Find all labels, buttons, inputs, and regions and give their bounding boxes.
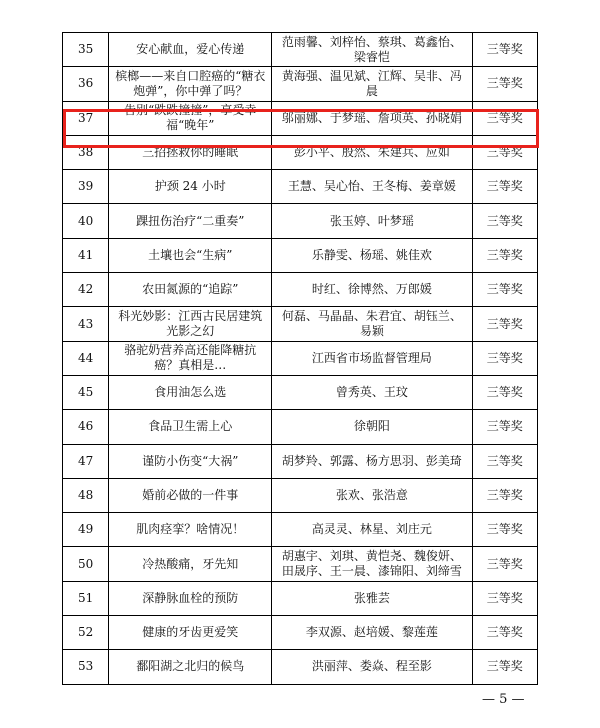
prize-level-cell: 三等奖: [472, 581, 537, 615]
prize-level-cell: 三等奖: [472, 444, 537, 478]
prize-level-cell: 三等奖: [472, 547, 537, 581]
authors-cell: 范雨馨、刘梓怡、蔡琪、葛鑫怡、梁睿恺: [272, 33, 472, 67]
prize-level-cell: 三等奖: [472, 410, 537, 444]
work-title-cell: 土壤也会“生病”: [109, 238, 272, 272]
table-row: [63, 444, 538, 478]
authors-cell: 胡梦羚、郭露、杨方思羽、彭美琦: [272, 444, 472, 478]
prize-level-cell: 三等奖: [472, 650, 537, 684]
work-title-cell: 鄱阳湖之北归的候鸟: [109, 650, 272, 684]
row-number-cell: 52: [63, 616, 109, 650]
authors-cell: 邬丽娜、于梦瑶、詹项英、孙晓娟: [272, 101, 472, 135]
authors-cell: 张玉婷、叶梦瑶: [272, 204, 472, 238]
prize-level-cell: 三等奖: [472, 513, 537, 547]
table-row: [63, 478, 538, 512]
prize-level-cell: 三等奖: [472, 33, 537, 67]
prize-level-cell: 三等奖: [472, 204, 537, 238]
prize-level-cell: 三等奖: [472, 238, 537, 272]
authors-cell: 江西省市场监督管理局: [272, 341, 472, 375]
row-number-cell: 38: [63, 135, 109, 169]
table-row: [63, 375, 538, 409]
authors-cell: 高灵灵、林星、刘庄元: [272, 513, 472, 547]
page-number: — 5 —: [482, 692, 525, 707]
work-title-cell: 科光妙影：江西古民居建筑光影之幻: [109, 307, 272, 341]
prize-level-cell: 三等奖: [472, 135, 537, 169]
work-title-cell: 食用油怎么选: [109, 375, 272, 409]
authors-cell: 曾秀英、王玟: [272, 375, 472, 409]
row-number-cell: 44: [63, 341, 109, 375]
work-title-cell: 踝扭伤治疗“二重奏”: [109, 204, 272, 238]
authors-cell: 黄海强、温见斌、江辉、吴非、冯晨: [272, 67, 472, 101]
prize-level-cell: 三等奖: [472, 478, 537, 512]
row-number-cell: 37: [63, 101, 109, 135]
table-row: [63, 135, 538, 169]
prize-level-cell: 三等奖: [472, 273, 537, 307]
row-number-cell: 51: [63, 581, 109, 615]
authors-cell: 张雅芸: [272, 581, 472, 615]
awards-table-body: [63, 33, 538, 685]
prize-level-cell: 三等奖: [472, 67, 537, 101]
work-title-cell: 婚前必做的一件事: [109, 478, 272, 512]
awards-table: [62, 32, 538, 685]
row-number-cell: 49: [63, 513, 109, 547]
prize-level-cell: 三等奖: [472, 375, 537, 409]
row-number-cell: 47: [63, 444, 109, 478]
row-number-cell: 35: [63, 33, 109, 67]
row-number-cell: 45: [63, 375, 109, 409]
table-row: [63, 581, 538, 615]
work-title-cell: 告别“跌跌撞撞”，享受幸福“晚年”: [109, 101, 272, 135]
work-title-cell: 健康的牙齿更爱笑: [109, 616, 272, 650]
table-row: [63, 341, 538, 375]
table-row: [63, 204, 538, 238]
prize-level-cell: 三等奖: [472, 341, 537, 375]
table-row: [63, 238, 538, 272]
prize-level-cell: 三等奖: [472, 101, 537, 135]
table-row: [63, 67, 538, 101]
prize-level-cell: 三等奖: [472, 170, 537, 204]
table-row: [63, 650, 538, 684]
row-number-cell: 46: [63, 410, 109, 444]
work-title-cell: 农田氮源的“追踪”: [109, 273, 272, 307]
row-number-cell: 53: [63, 650, 109, 684]
work-title-cell: 护颈 24 小时: [109, 170, 272, 204]
work-title-cell: 槟榔——来自口腔癌的“糖衣炮弹”，你中弹了吗？: [109, 67, 272, 101]
work-title-cell: 三招拯救你的睡眠: [109, 135, 272, 169]
row-number-cell: 39: [63, 170, 109, 204]
work-title-cell: 肌肉痉挛？啥情况！: [109, 513, 272, 547]
row-number-cell: 41: [63, 238, 109, 272]
work-title-cell: 深静脉血栓的预防: [109, 581, 272, 615]
authors-cell: 王慧、吴心怡、王冬梅、姜章媛: [272, 170, 472, 204]
authors-cell: 时红、徐博然、万郎媛: [272, 273, 472, 307]
table-row: [63, 547, 538, 581]
row-number-cell: 42: [63, 273, 109, 307]
authors-cell: 徐朝阳: [272, 410, 472, 444]
table-row: [63, 307, 538, 341]
row-number-cell: 40: [63, 204, 109, 238]
row-number-cell: 36: [63, 67, 109, 101]
table-row: [63, 616, 538, 650]
table-row: [63, 410, 538, 444]
authors-cell: 乐静雯、杨瑶、姚佳欢: [272, 238, 472, 272]
table-row: [63, 101, 538, 135]
authors-cell: 洪丽萍、娄焱、程至影: [272, 650, 472, 684]
authors-cell: 彭小平、殷然、朱建兵、应如: [272, 135, 472, 169]
prize-level-cell: 三等奖: [472, 307, 537, 341]
authors-cell: 张欢、张浩意: [272, 478, 472, 512]
row-number-cell: 48: [63, 478, 109, 512]
table-row: [63, 170, 538, 204]
work-title-cell: 安心献血，爱心传递: [109, 33, 272, 67]
authors-cell: 李双源、赵培媛、黎莲莲: [272, 616, 472, 650]
table-row: [63, 33, 538, 67]
work-title-cell: 谨防小伤变“大祸”: [109, 444, 272, 478]
prize-level-cell: 三等奖: [472, 616, 537, 650]
row-number-cell: 50: [63, 547, 109, 581]
table-row: [63, 273, 538, 307]
table-row: [63, 513, 538, 547]
work-title-cell: 食品卫生需上心: [109, 410, 272, 444]
authors-cell: 何磊、马晶晶、朱君宜、胡钰兰、易颖: [272, 307, 472, 341]
authors-cell: 胡惠宇、刘琪、黄恺尧、魏俊妍、田晟序、王一晨、漆锦阳、刘缔雪: [272, 547, 472, 581]
work-title-cell: 骆驼奶营养高还能降糖抗癌？真相是…: [109, 341, 272, 375]
work-title-cell: 冷热酸痛，牙先知: [109, 547, 272, 581]
row-number-cell: 43: [63, 307, 109, 341]
